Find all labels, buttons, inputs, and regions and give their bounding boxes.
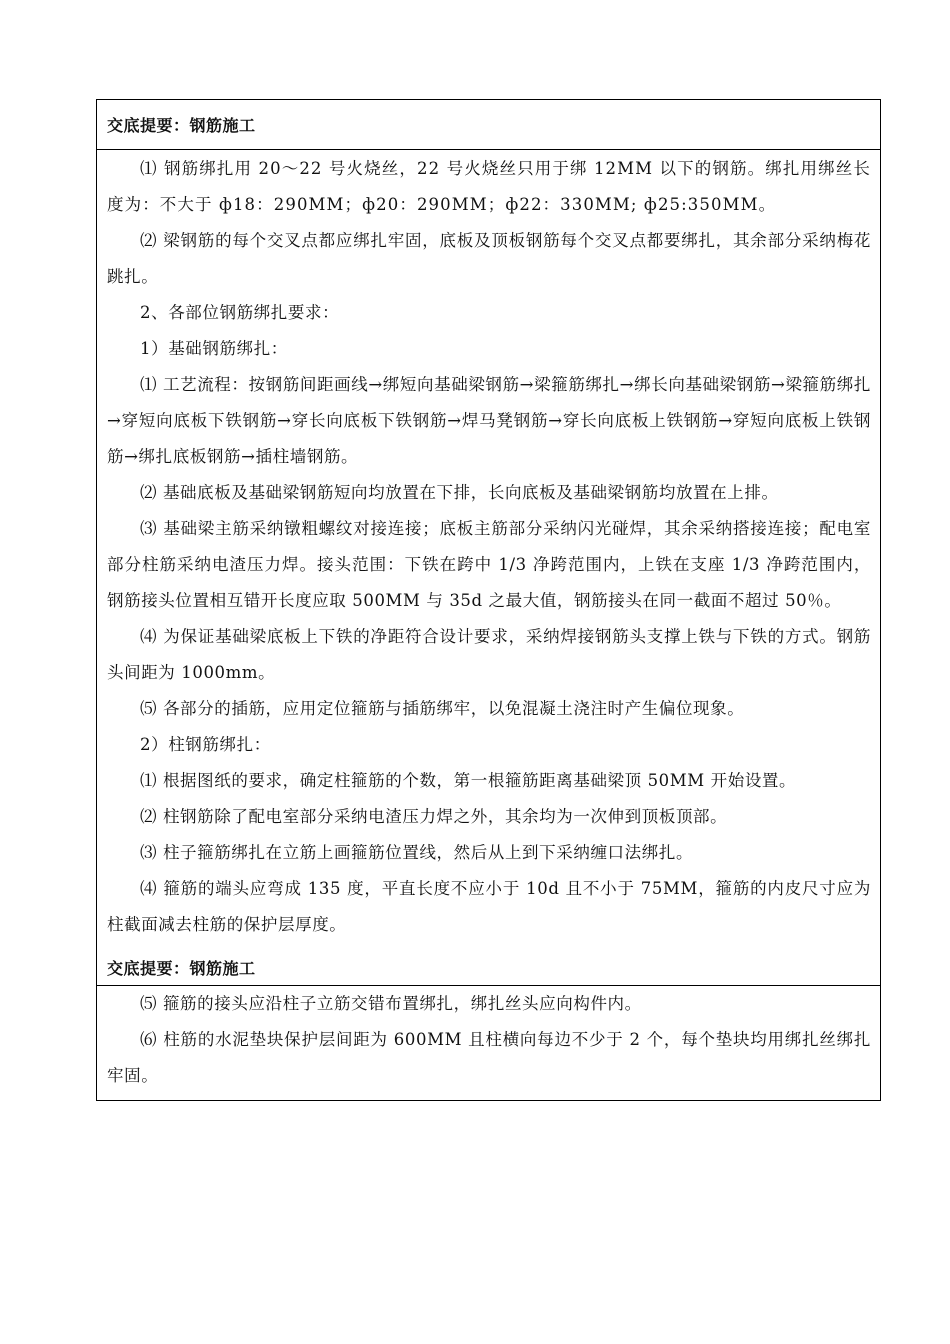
section-header [97,949,880,985]
paragraph: ⑸ 各部分的插筋，应用定位箍筋与插筋绑牢，以免混凝土浇注时产生偏位现象。 [140,699,745,718]
subheading: 2）柱钢筋绑扎： [140,735,271,754]
paragraph: ⑵ 柱钢筋除了配电室部分采纳电渣压力焊之外，其余均为一次伸到顶板顶部。 [140,807,728,826]
content-block [97,149,880,949]
paragraph: ⑴ 钢筋绑扎用 20～22 号火烧丝，22 号火烧丝只用于绑 12MM 以下的钢筋。绑扎用绑丝长度为：不大于 ф18：290MM；ф20：290MM；ф22：330MM; ф25:350MM。 [107,159,871,214]
paragraph: ⑷ 箍筋的端头应弯成 135 度，平直长度不应小于 10d 且不小于 75MM，箍筋的内皮尺寸应为柱截面减去柱筋的保护层厚度。 [107,879,871,934]
paragraph: ⑶ 柱子箍筋绑扎在立筋上画箍筋位置线，然后从上到下采纳缠口法绑扎。 [140,843,694,862]
paragraph: ⑹ 柱筋的水泥垫块保护层间距为 600MM 且柱横向每边不少于 2 个，每个垫块均用绑扎丝绑扎牢固。 [107,1030,871,1085]
section-header-title: 交底提要：钢筋施工 [107,116,256,135]
paragraph: ⑴ 根据图纸的要求，确定柱箍筋的个数，第一根箍筋距离基础梁顶 50MM 开始设置。 [140,771,797,790]
paragraph: ⑵ 梁钢筋的每个交叉点都应绑扎牢固，底板及顶板钢筋每个交叉点都要绑扎，其余部分采纳梅花跳扎。 [107,231,871,286]
paragraph: ⑴ 工艺流程：按钢筋间距画线→绑短向基础梁钢筋→梁箍筋绑扎→绑长向基础梁钢筋→梁箍筋绑扎→穿短向底板下铁钢筋→穿长向底板下铁钢筋→焊马凳钢筋→穿长向底板上铁钢筋→穿短向底板上铁钢筋→绑扎底板钢筋→插柱墙钢筋。 [107,375,871,466]
subheading: 2、各部位钢筋绑扎要求： [140,303,340,322]
section-header [97,100,880,149]
subheading: 1）基础钢筋绑扎： [140,339,288,358]
paragraph: ⑷ 为保证基础梁底板上下铁的净距符合设计要求，采纳焊接钢筋头支撑上铁与下铁的方式。钢筋头间距为 1000mm。 [107,627,871,682]
paragraph: ⑶ 基础梁主筋采纳镦粗螺纹对接连接；底板主筋部分采纳闪光碰焊，其余采纳搭接连接；配电室部分柱筋采纳电渣压力焊。接头范围：下铁在跨中 1/3 净跨范围内，上铁在支座 1/3 净跨范围内，钢筋接头位置相互错开长度应取 500MM 与 35d 之最大值，钢筋接头在同一截面不超过 50％。 [107,519,871,610]
paragraph: ⑸ 箍筋的接头应沿柱子立筋交错布置绑扎，绑扎丝头应向构件内。 [140,994,642,1013]
content-block [97,985,880,1100]
paragraph: ⑵ 基础底板及基础梁钢筋短向均放置在下排，长向底板及基础梁钢筋均放置在上排。 [140,483,779,502]
disclosure-table [96,99,881,1101]
section-header-title: 交底提要：钢筋施工 [107,958,256,978]
